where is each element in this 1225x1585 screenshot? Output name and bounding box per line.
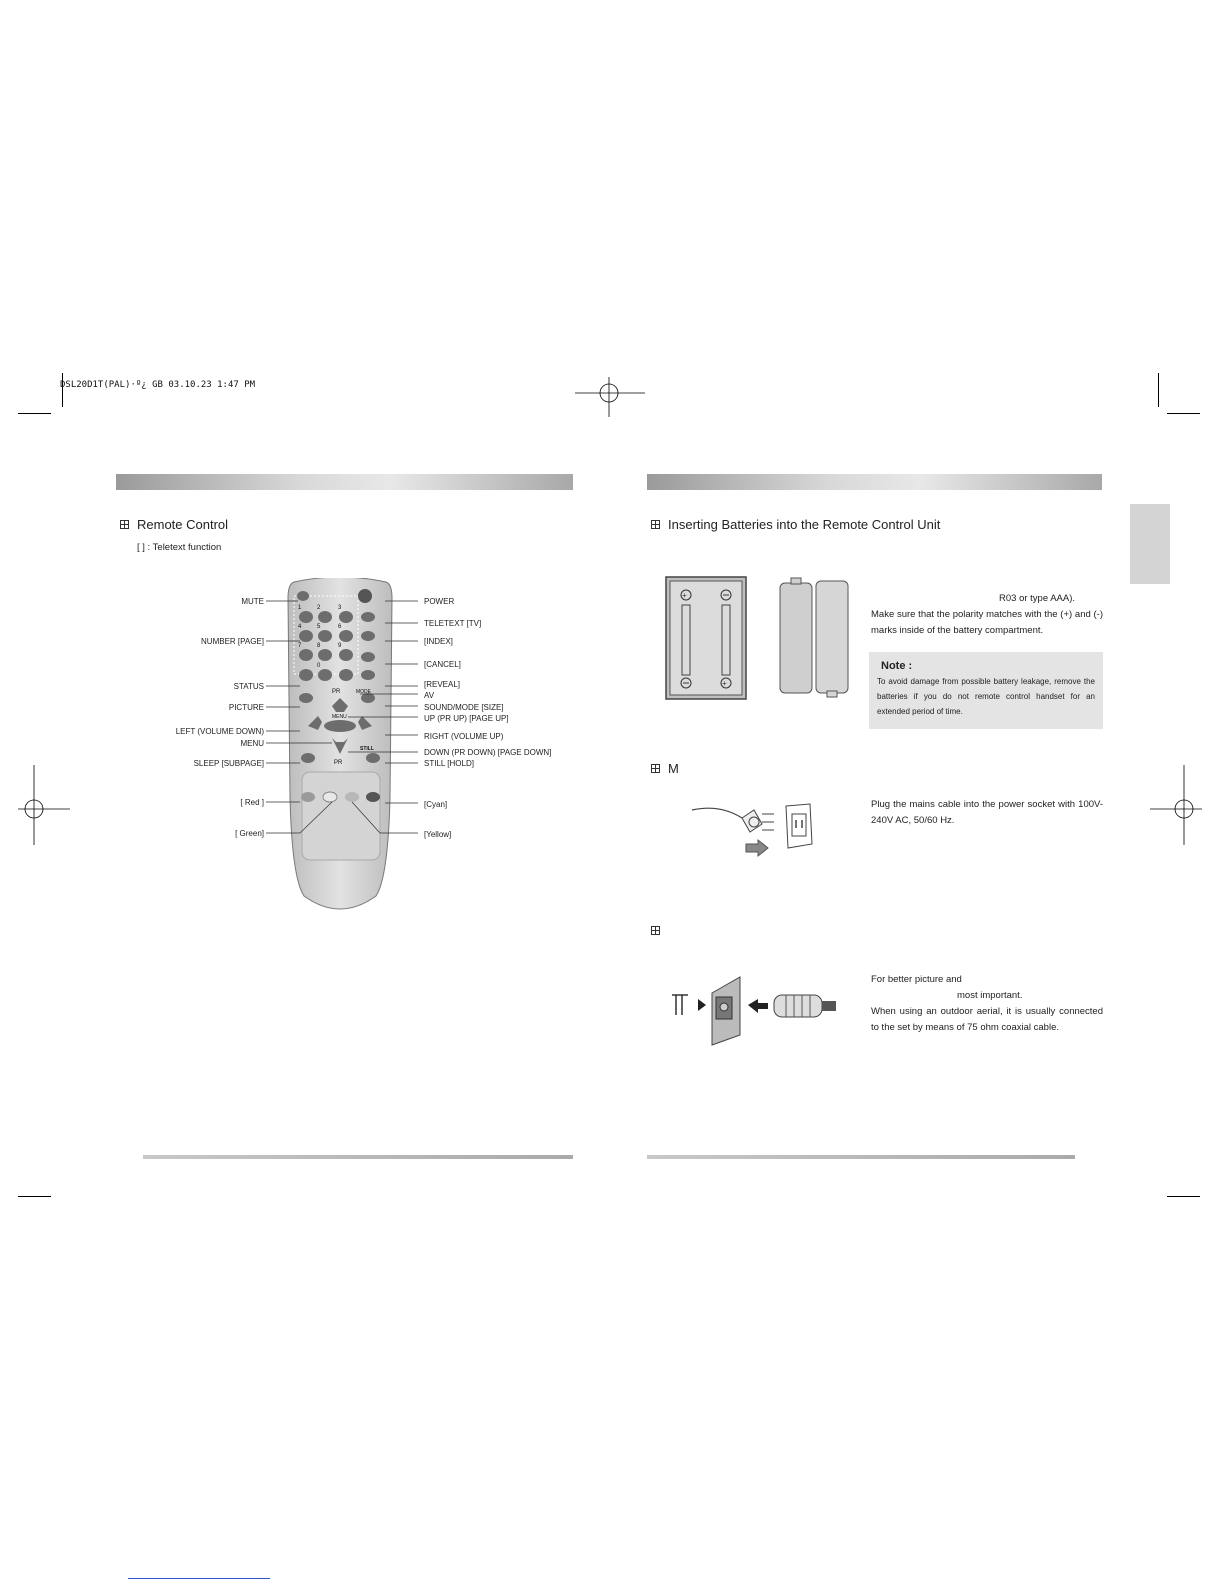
aerial-text-3: When using an outdoor aerial, it is usually connected to the set by means of 75 ohm coaxial cable. [871,1006,1103,1033]
teletext-subtitle: [ ] : Teletext function [137,542,222,553]
label-status: STATUS [233,682,264,691]
leader-lines [260,590,440,840]
crop-mark [18,413,51,414]
label-cancel: [CANCEL] [424,660,461,669]
link-underline [128,1578,270,1579]
label-down-pr-down: DOWN (PR DOWN) [PAGE DOWN] [424,748,552,757]
aerial-illustration [670,975,850,1047]
label-sound-mode-size: SOUND/MODE [SIZE] [424,703,504,712]
label-still-hold: STILL [HOLD] [424,759,474,768]
note-box [869,652,1103,729]
label-sleep-subpage: SLEEP [SUBPAGE] [193,759,264,768]
crop-mark [1167,413,1200,414]
grid-icon [651,520,660,529]
section-title-text: M [668,761,679,776]
battery-text-1: R03 or type AAA). [999,593,1076,604]
label-reveal: [REVEAL] [424,680,461,689]
label-av: AV [424,691,435,700]
key-digit-6: 6 [338,624,342,630]
registration-mark-left [18,765,70,845]
key-digit-1: 1 [298,605,302,611]
svg-text:+: + [682,591,687,600]
label-left-volume-down: LEFT (VOLUME DOWN) [175,727,264,736]
mains-text: Plug the mains cable into the power socket with 100V-240V AC, 50/60 Hz. [871,799,1103,826]
label-right-volume-up: RIGHT (VOLUME UP) [424,732,504,741]
aerial-title [651,926,660,935]
crop-mark [62,373,63,407]
section-title-text: Remote Control [137,517,229,532]
right-footer-bar [647,1155,1075,1159]
mains-title [651,761,679,776]
label-picture: PICTURE [228,703,264,712]
left-header-bar [116,474,573,490]
label-yellow: [Yellow] [424,830,452,839]
grid-icon [120,520,129,529]
aerial-text-2: most important. [957,990,1023,1001]
note-body: To avoid damage from possible battery leakage, remove the batteries if you do not remote control handset for an extended period of time. [877,677,1095,716]
key-digit-0: 0 [317,663,321,669]
label-power: POWER [424,597,455,606]
left-footer-bar [143,1155,573,1159]
grid-icon [651,764,660,773]
key-menu-label: MENU [332,714,347,720]
battery-illustration [664,575,864,705]
key-digit-8: 8 [317,643,321,649]
right-header-bar [647,474,1102,490]
batteries-title [651,517,940,532]
key-digit-2: 2 [317,605,321,611]
key-digit-9: 9 [338,643,342,649]
battery-text-2: Make sure that the polarity matches with the (+) and (-) marks inside of the battery compartment. [871,609,1103,636]
key-digit-4: 4 [298,624,302,630]
key-pr-up-label: PR [332,689,341,695]
label-teletext-tv: TELETEXT [TV] [424,619,482,628]
remote-control-title [120,517,228,532]
aerial-text-1: For better picture and [871,974,962,985]
crop-mark [1167,1196,1200,1197]
label-green: [ Green] [235,829,264,838]
label-number-page: NUMBER [PAGE] [201,637,264,646]
page-tab [1130,504,1170,584]
label-cyan: [Cyan] [424,800,448,809]
label-red: [ Red ] [240,798,264,807]
label-menu: MENU [240,739,264,748]
key-digit-7: 7 [298,643,302,649]
key-mode-label: MODE [356,689,371,695]
crop-mark [1158,373,1159,407]
crop-mark [18,1196,51,1197]
label-index: [INDEX] [424,637,453,646]
grid-icon [651,926,660,935]
key-digit-3: 3 [338,605,342,611]
section-title-text: Inserting Batteries into the Remote Control Unit [668,517,941,532]
key-pr-down-label: PR [334,760,343,766]
key-digit-5: 5 [317,624,321,630]
svg-text:+: + [722,679,727,688]
mains-plug-illustration [690,800,830,864]
label-up-pr-up: UP (PR UP) [PAGE UP] [424,714,509,723]
file-stamp: DSL20D1T(PAL)·º¿ GB 03.10.23 1:47 PM [60,380,256,390]
label-mute: MUTE [241,597,264,606]
registration-mark-top [575,377,645,417]
registration-mark-right [1150,765,1202,845]
key-still-label: STILL [360,746,374,752]
note-title: Note : [881,660,913,672]
